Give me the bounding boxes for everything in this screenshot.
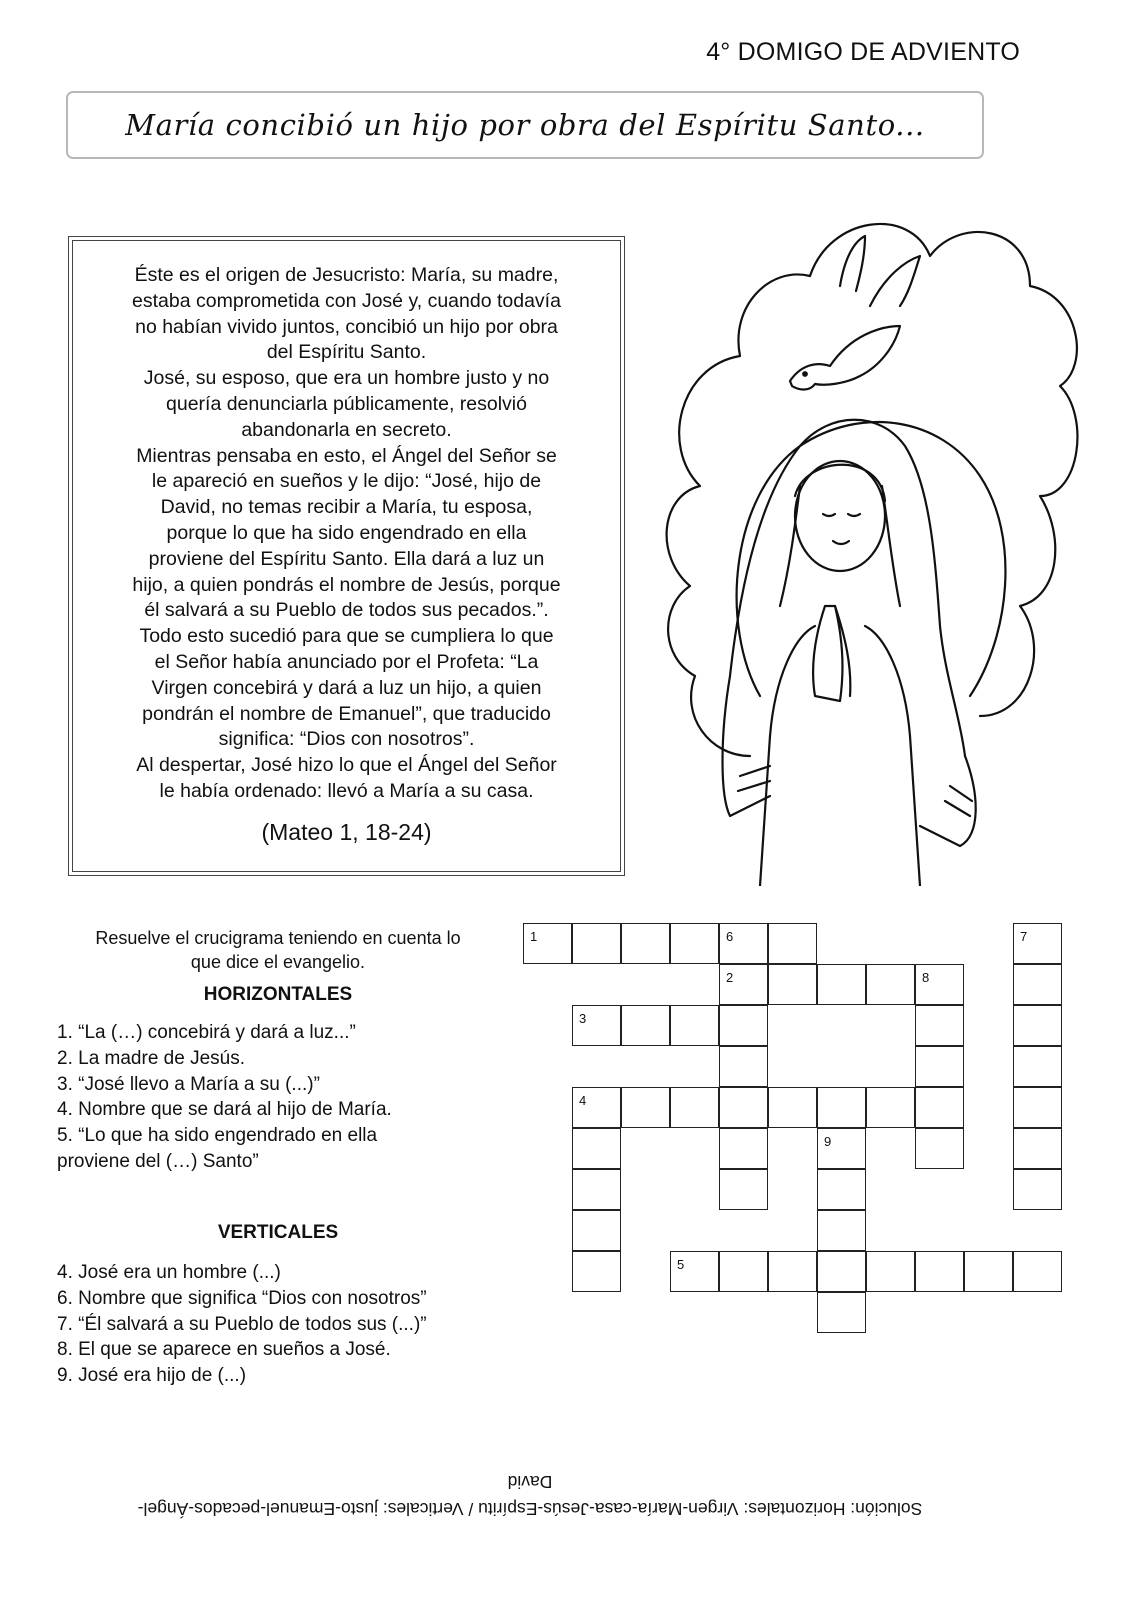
dove-icon xyxy=(790,236,920,390)
crossword-cell[interactable] xyxy=(670,1087,719,1128)
mary-figure xyxy=(723,420,976,886)
crossword-cell[interactable] xyxy=(1013,1046,1062,1087)
crossword-cell[interactable] xyxy=(1013,923,1062,964)
gospel-line: abandonarla en secreto. xyxy=(241,418,452,441)
crossword-cell[interactable] xyxy=(572,1005,621,1046)
gospel-line: Virgen concebirá y dará a luz un hijo, a quien xyxy=(151,676,542,699)
horizontal-clue: 1. “La (…) concebirá y dará a luz...” xyxy=(57,1022,356,1043)
crossword-cell[interactable] xyxy=(572,1251,621,1292)
crossword-cell[interactable] xyxy=(1013,1087,1062,1128)
gospel-line: Éste es el origen de Jesucristo: María, su madre, xyxy=(134,264,559,286)
crossword-cell[interactable] xyxy=(719,1251,768,1292)
clue-number: 5 xyxy=(677,1257,685,1272)
gospel-line: no habían vivido juntos, concibió un hijo por obra xyxy=(135,315,558,338)
clue-number: 8 xyxy=(922,970,930,985)
crossword-cell[interactable] xyxy=(817,1210,866,1251)
crossword-cell[interactable] xyxy=(817,1128,866,1169)
crossword-cell[interactable] xyxy=(1013,964,1062,1005)
gospel-line: él salvará a su Pueblo de todos sus pecados.”. xyxy=(144,599,549,622)
crossword-cell[interactable] xyxy=(915,1251,964,1292)
gospel-text-frame xyxy=(72,240,621,872)
clue-number: 7 xyxy=(1020,929,1028,944)
page-title: María concibió un hijo por obra del Espíritu Santo... xyxy=(125,108,925,142)
gospel-line: Todo esto sucedió para que se cumpliera lo que xyxy=(139,625,554,648)
crossword-cell[interactable] xyxy=(1013,1005,1062,1046)
crossword-cell[interactable] xyxy=(915,1046,964,1087)
crossword-cell[interactable] xyxy=(523,923,572,964)
page-header-label: 4° DOMIGO DE ADVIENTO xyxy=(706,38,1020,66)
crossword-cell[interactable] xyxy=(964,1251,1013,1292)
crossword-cell[interactable] xyxy=(719,923,768,964)
crossword-cell[interactable] xyxy=(621,1087,670,1128)
crossword-cell[interactable] xyxy=(817,964,866,1005)
crossword-cell[interactable] xyxy=(768,964,817,1005)
crossword-cell[interactable] xyxy=(817,1169,866,1210)
solution-line: Solución: Horizontales: Virgen-María-casa-Jesús-Espíritu / Verticales: justo-Emanuel-pecados-Ángel- xyxy=(137,1499,923,1519)
solution-text-upside-down xyxy=(60,1468,1000,1522)
crossword-cell[interactable] xyxy=(915,1087,964,1128)
clue-number: 1 xyxy=(530,929,538,944)
clue-number: 2 xyxy=(726,970,734,985)
horizontal-clue-list xyxy=(57,1020,507,1175)
clue-number: 6 xyxy=(726,929,734,944)
crossword-cell[interactable] xyxy=(719,1087,768,1128)
veil-outline xyxy=(730,420,965,756)
robe xyxy=(760,626,920,886)
gospel-line: porque lo que ha sido engendrado en ella xyxy=(166,521,527,544)
vertical-clue: 4. José era un hombre (...) xyxy=(57,1262,281,1283)
gospel-line: estaba comprometida con José y, cuando todavía xyxy=(132,289,561,312)
instructions-line: Resuelve el crucigrama teniendo en cuenta lo xyxy=(95,928,461,948)
crossword-cell[interactable] xyxy=(866,964,915,1005)
crossword-cell[interactable] xyxy=(817,1292,866,1333)
crossword-cell[interactable] xyxy=(719,964,768,1005)
crossword-cell[interactable] xyxy=(866,1251,915,1292)
praying-hands xyxy=(813,606,842,701)
crossword-cell[interactable] xyxy=(572,1128,621,1169)
crossword-cell[interactable] xyxy=(1013,1169,1062,1210)
gospel-citation: (Mateo 1, 18-24) xyxy=(261,818,432,845)
crossword-cell[interactable] xyxy=(768,923,817,964)
vertical-heading: VERTICALES xyxy=(217,1222,339,1243)
horizontal-clue: proviene del (…) Santo” xyxy=(57,1150,259,1172)
gospel-box xyxy=(68,236,625,876)
gospel-line: pondrán el nombre de Emanuel”, que traducido xyxy=(142,702,551,725)
gospel-line: del Espíritu Santo. xyxy=(266,341,427,364)
crossword-cell[interactable] xyxy=(621,923,670,964)
clue-number: 3 xyxy=(579,1011,587,1026)
gospel-line: Mientras pensaba en esto, el Ángel del Señor se xyxy=(136,444,557,467)
horizontal-clue: 3. “José llevo a María a su (...)” xyxy=(57,1073,320,1095)
gospel-text xyxy=(91,263,602,805)
gospel-line: David, no temas recibir a María, tu esposa, xyxy=(160,496,533,519)
gospel-line: le apareció en sueños y le dijo: “José, hijo de xyxy=(151,470,542,493)
gospel-line: significa: “Dios con nosotros”. xyxy=(218,728,475,751)
vertical-clue-list xyxy=(57,1260,507,1389)
gospel-line: Al despertar, José hizo lo que el Ángel del Señor xyxy=(136,754,557,777)
crossword-cell[interactable] xyxy=(572,1210,621,1251)
crossword-cell[interactable] xyxy=(719,1005,768,1046)
horizontal-clue: 4. Nombre que se dará al hijo de María. xyxy=(57,1099,392,1121)
gospel-line: proviene del Espíritu Santo. Ella dará a luz un xyxy=(148,547,545,570)
clue-number: 4 xyxy=(579,1093,587,1108)
gospel-line: José, su esposo, que era un hombre justo y no xyxy=(143,367,550,390)
gospel-line: le había ordenado: llevó a María a su casa. xyxy=(159,779,534,802)
halo-outline xyxy=(737,422,1006,696)
crossword-cell[interactable] xyxy=(915,1005,964,1046)
clue-number: 9 xyxy=(824,1134,832,1149)
crossword-instructions xyxy=(58,926,498,974)
crossword-cell[interactable] xyxy=(866,1087,915,1128)
horizontal-clue: 2. La madre de Jesús. xyxy=(57,1047,245,1069)
crossword-cell[interactable] xyxy=(670,1251,719,1292)
vertical-clue: 8. El que se aparece en sueños a José. xyxy=(57,1339,391,1361)
title-box xyxy=(66,91,984,159)
vertical-clue: 7. “Él salvará a su Pueblo de todos sus (...)” xyxy=(57,1313,427,1335)
gospel-line: el Señor había anunciado por el Profeta: “La xyxy=(154,650,539,673)
crossword-cell[interactable] xyxy=(621,1005,670,1046)
crossword-cell[interactable] xyxy=(572,1169,621,1210)
crossword-cell[interactable] xyxy=(719,1128,768,1169)
horizontal-clue: 5. “Lo que ha sido engendrado en ella xyxy=(57,1125,378,1147)
gospel-line: quería denunciarla públicamente, resolvió xyxy=(166,392,527,415)
gospel-line: hijo, a quien pondrás el nombre de Jesús, porque xyxy=(132,573,561,596)
crossword-cell[interactable] xyxy=(572,1087,621,1128)
horizontal-heading: HORIZONTALES xyxy=(203,984,353,1005)
crossword-cell[interactable] xyxy=(1013,1251,1062,1292)
crossword-cell[interactable] xyxy=(572,923,621,964)
crossword-cell[interactable] xyxy=(817,1251,866,1292)
crossword-cell[interactable] xyxy=(719,1046,768,1087)
virgin-mary-illustration xyxy=(620,196,1090,886)
vertical-clue: 6. Nombre que significa “Dios con nosotros” xyxy=(57,1287,427,1309)
crossword-cell[interactable] xyxy=(670,1005,719,1046)
face xyxy=(795,461,885,571)
crossword-cell[interactable] xyxy=(817,1087,866,1128)
crossword-cell[interactable] xyxy=(670,923,719,964)
solution-line: David xyxy=(507,1472,553,1492)
crossword-cell[interactable] xyxy=(768,1251,817,1292)
vertical-clue: 9. José era hijo de (...) xyxy=(57,1365,247,1387)
crossword-cell[interactable] xyxy=(719,1169,768,1210)
crossword-cell[interactable] xyxy=(915,964,964,1005)
crossword-cell[interactable] xyxy=(768,1087,817,1128)
instructions-line: que dice el evangelio. xyxy=(190,952,366,972)
crossword-cell[interactable] xyxy=(915,1128,964,1169)
crossword-cell[interactable] xyxy=(1013,1128,1062,1169)
